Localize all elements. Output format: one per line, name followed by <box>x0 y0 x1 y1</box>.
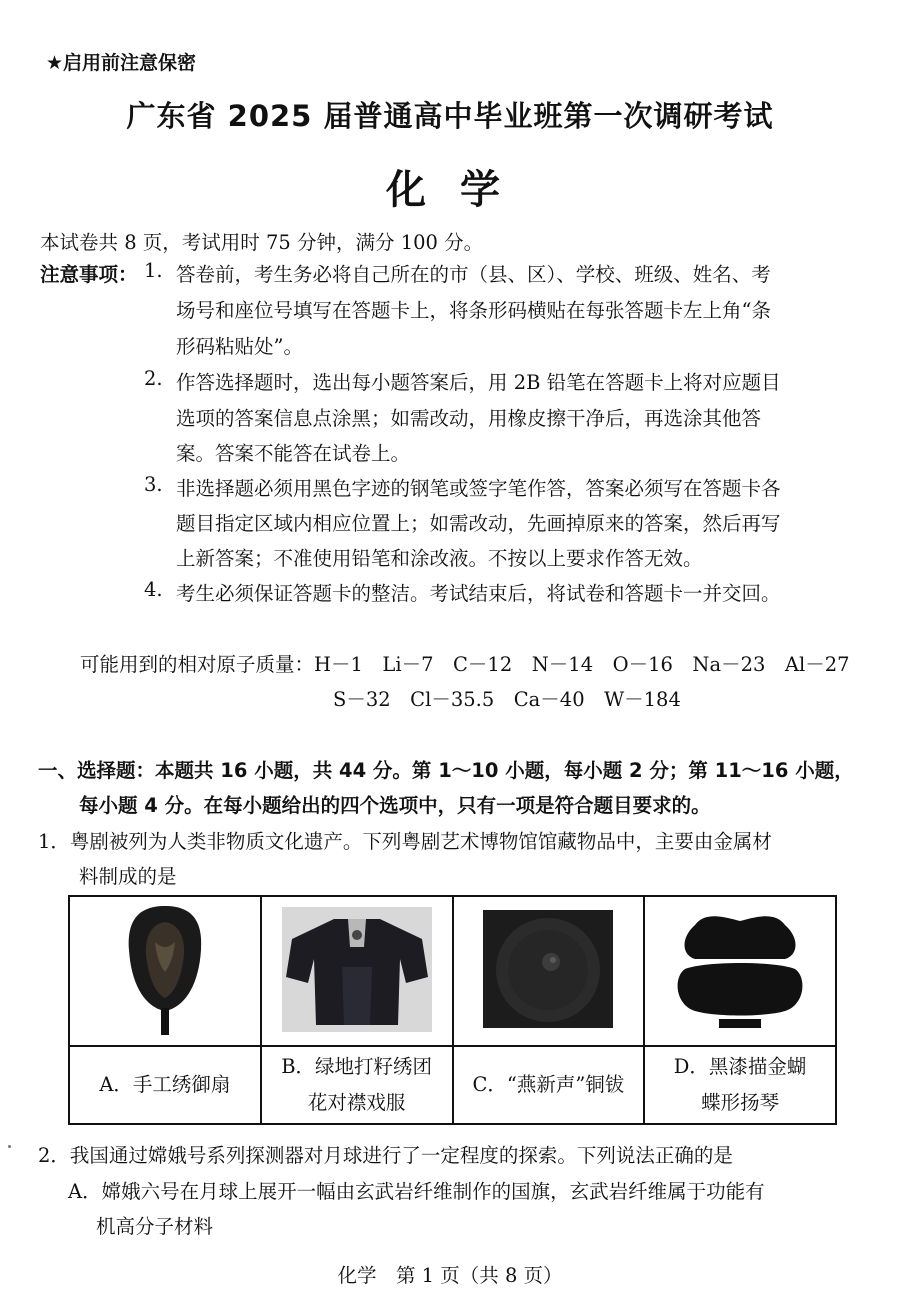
option-a-caption <box>69 1046 261 1124</box>
option-caption-line: C．“燕新声”铜钹 <box>472 1073 625 1096</box>
confidential-label: ★启用前注意保密 <box>46 52 197 74</box>
notes-label: 注意事项： <box>40 263 138 286</box>
note-text: 案。答案不能答在试卷上。 <box>176 442 411 465</box>
note-text: 非选择题必须用黑色字迹的钢笔或签字笔作答，答案必须写在答题卡各 <box>176 477 781 500</box>
note-text: 题目指定区域内相应位置上；如需改动，先画掉原来的答案，然后再写 <box>176 512 781 535</box>
option-caption-line: 蝶形扬琴 <box>701 1091 780 1114</box>
note-number: 4. <box>144 578 163 601</box>
note-text: 作答选择题时，选出每小题答案后，用 2B 铅笔在答题卡上将对应题目 <box>176 371 781 394</box>
atomic-mass-line: 可能用到的相对原子质量：H－1 Li－7 C－12 N－14 O－16 Na－23 Al－27 <box>80 653 850 676</box>
note-number: 1. <box>144 259 163 282</box>
option-image-cell <box>453 896 645 1046</box>
section-heading: 每小题 4 分。在每小题给出的四个选项中，只有一项是符合题目要求的。 <box>79 794 711 817</box>
page-footer: 化学 第 1 页（共 8 页） <box>337 1264 563 1287</box>
scan-speck <box>8 1145 11 1148</box>
note-number: 2. <box>144 367 163 390</box>
opera-robe-image <box>282 907 432 1032</box>
note-text: 场号和座位号填写在答题卡上，将条形码横贴在每张答题卡左上角“条 <box>176 299 771 322</box>
question-text: 1．粤剧被列为人类非物质文化遗产。下列粤剧艺术博物馆馆藏物品中，主要由金属材 <box>38 830 772 853</box>
option-caption-line: D．黑漆描金蝴 <box>673 1055 807 1078</box>
exam-intro: 本试卷共 8 页，考试用时 75 分钟，满分 100 分。 <box>40 231 484 254</box>
note-text: 答卷前，考生务必将自己所在的市（县、区）、学校、班级、姓名、考 <box>176 263 771 286</box>
option-caption-line: B．绿地打籽绣团 <box>281 1055 433 1078</box>
note-text: 形码粘贴处”。 <box>176 335 303 358</box>
exam-title: 广东省 2025 届普通高中毕业班第一次调研考试 <box>126 99 774 133</box>
option-image-cell <box>69 896 261 1046</box>
option-text: A．嫦娥六号在月球上展开一幅由玄武岩纤维制作的国旗，玄武岩纤维属于功能有 <box>68 1180 765 1203</box>
option-image-cell <box>261 896 453 1046</box>
bronze-cymbal-image <box>483 910 613 1028</box>
subject-title: 化学 <box>386 167 534 213</box>
question-text: 料制成的是 <box>79 865 177 888</box>
note-text: 选项的答案信息点涂黑；如需改动，用橡皮擦干净后，再选涂其他答 <box>176 407 762 430</box>
option-d-caption <box>644 1046 836 1124</box>
yangqin-image <box>665 907 815 1032</box>
question-text: 2．我国通过嫦娥号系列探测器对月球进行了一定程度的探索。下列说法正确的是 <box>38 1144 733 1167</box>
option-caption-line: A．手工绣御扇 <box>99 1073 231 1096</box>
atomic-mass-line: S－32 Cl－35.5 Ca－40 W－184 <box>333 688 681 711</box>
option-caption-line: 花对襟戏服 <box>307 1091 406 1114</box>
option-b-caption <box>261 1046 453 1124</box>
option-c-caption <box>453 1046 645 1124</box>
section-heading: 一、选择题：本题共 16 小题，共 44 分。第 1～10 小题，每小题 2 分；第 11～16 小题， <box>38 759 854 782</box>
note-text: 上新答案；不准使用铅笔和涂改液。不按以上要求作答无效。 <box>176 547 703 570</box>
option-text: 机高分子材料 <box>96 1215 214 1238</box>
options-table <box>68 895 837 1125</box>
option-image-cell <box>644 896 836 1046</box>
note-number: 3. <box>144 473 163 496</box>
note-text: 考生必须保证答题卡的整洁。考试结束后，将试卷和答题卡一并交回。 <box>176 582 781 605</box>
hand-fan-image <box>125 902 205 1037</box>
